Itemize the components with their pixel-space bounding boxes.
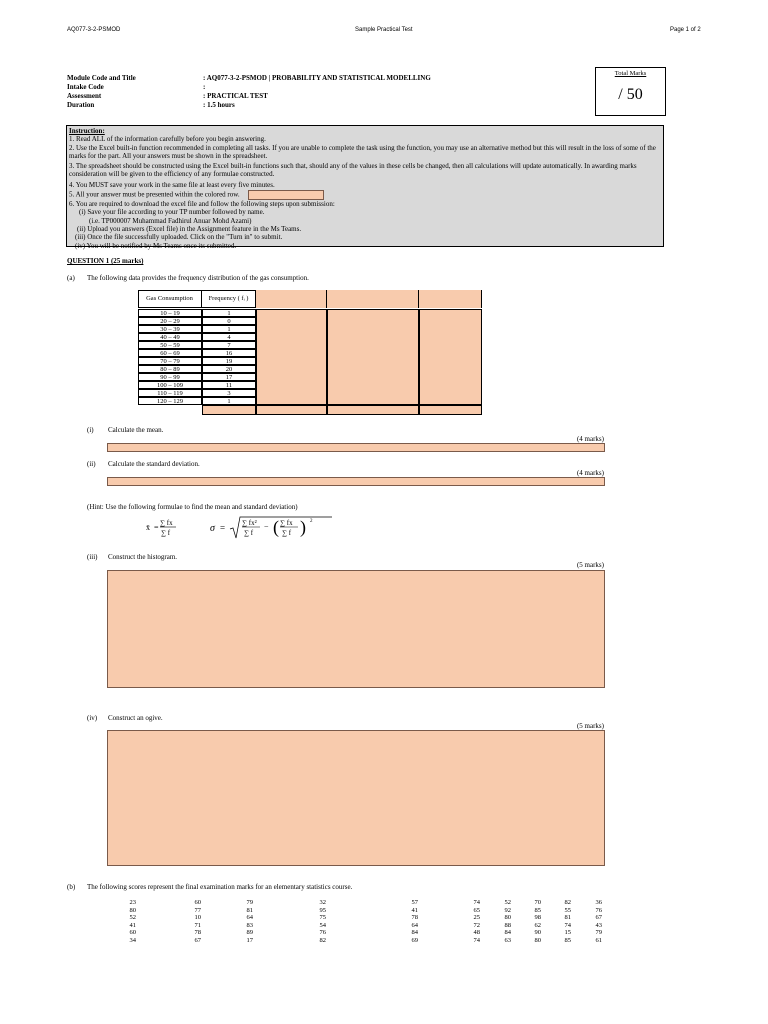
score-cell: 89	[246, 929, 253, 937]
svg-text:): )	[300, 517, 306, 537]
score-cell: 34	[129, 937, 136, 944]
instruction-item-6: 6. You are required to download the excel file and follow the following steps upon submission:	[69, 199, 335, 208]
total-marks-label: Total Marks	[614, 70, 647, 77]
score-cell: 92	[504, 906, 511, 914]
part-iii-marks: (5 marks)	[576, 561, 604, 569]
svg-text:∑ f: ∑ f	[244, 529, 254, 537]
svg-text:(: (	[273, 517, 279, 537]
score-cell: 78	[194, 929, 201, 937]
score-cell: 79	[595, 929, 602, 937]
frequency-table-area	[138, 290, 482, 419]
score-cell: 64	[246, 914, 253, 922]
meta-label-module: Module Code and Title	[67, 74, 136, 82]
svg-text:x̄: x̄	[146, 523, 150, 532]
question-1-title: QUESTION 1 (25 marks)	[67, 257, 144, 265]
answer-standard-deviation[interactable]	[107, 477, 605, 486]
part-ii-marks: (4 marks)	[576, 469, 604, 477]
cell-frequency: 1	[202, 325, 256, 333]
cell-class: 80 – 89	[138, 365, 202, 373]
cell-class: 70 – 79	[138, 357, 202, 365]
part-ii-text: Calculate the standard deviation.	[108, 460, 200, 468]
answer-mean[interactable]	[107, 443, 605, 452]
meta-value-duration: : 1.5 hours	[203, 101, 235, 109]
header-gas-consumption: Gas Consumption	[138, 290, 202, 308]
cell-frequency: 17	[202, 373, 256, 381]
header-frequency: Frequency ( fᵢ )	[202, 290, 256, 308]
doc-code: AQ077-3-2-PSMOD	[67, 27, 121, 33]
score-cell: 52	[129, 914, 136, 922]
score-cell: 74	[473, 937, 480, 944]
cell-class: 110 – 119	[138, 389, 202, 397]
instruction-item-4: 4. You MUST save your work in the same file at least every five minutes.	[69, 181, 275, 190]
score-cell: 60	[194, 899, 201, 906]
meta-label-duration: Duration	[67, 101, 95, 109]
answer-header-cell-1[interactable]	[256, 290, 327, 308]
score-cell: 83	[246, 921, 253, 929]
score-cell: 57	[411, 899, 418, 906]
total-marks-box	[595, 67, 666, 116]
answer-header-cell-2[interactable]	[327, 290, 419, 308]
score-cell: 23	[129, 899, 136, 906]
score-cell: 84	[411, 929, 418, 937]
instruction-sub-4: (iv) You will be notified by Ms Teams once its submitted.	[75, 241, 237, 250]
score-cell: 17	[246, 937, 253, 944]
answer-column-2[interactable]	[327, 309, 419, 405]
cell-class: 120 – 129	[138, 397, 202, 405]
svg-text:∑ f: ∑ f	[161, 529, 171, 537]
cell-class: 30 – 39	[138, 325, 202, 333]
score-cell: 80	[129, 906, 136, 914]
score-cell: 79	[246, 899, 253, 906]
svg-text:2: 2	[310, 519, 313, 524]
answer-total-2[interactable]	[327, 405, 419, 415]
answer-column-1[interactable]	[256, 309, 327, 405]
part-i-label: (i)	[87, 426, 94, 434]
score-cell: 15	[564, 929, 571, 937]
answer-header-cell-3[interactable]	[419, 290, 482, 308]
cell-class: 40 – 49	[138, 333, 202, 341]
part-iii-text: Construct the histogram.	[108, 553, 178, 561]
score-cell: 81	[564, 914, 571, 922]
score-cell: 82	[319, 937, 326, 944]
meta-label-assessment: Assessment	[67, 92, 102, 100]
score-cell: 84	[504, 929, 511, 937]
part-a-text: The following data provides the frequency distribution of the gas consumption.	[87, 274, 309, 282]
score-cell: 75	[319, 914, 326, 922]
part-a-label: (a)	[67, 274, 75, 282]
svg-text:∑ fx: ∑ fx	[160, 519, 173, 527]
answer-total-1[interactable]	[256, 405, 327, 415]
instruction-box	[66, 125, 664, 250]
part-b-text: The following scores represent the final examination marks for an elementary statistics course.	[87, 883, 353, 891]
part-iv-text: Construct an ogive.	[108, 714, 163, 722]
svg-text:=: =	[220, 523, 226, 533]
svg-text:∑ fx²: ∑ fx²	[242, 519, 257, 527]
answer-column-3[interactable]	[419, 309, 482, 405]
instruction-item-2: 2. Use the Excel built-in function recommended in completing all tasks. If you are unable to complete the task using the function, you may use an alternative method but this will result in the loss of some of the marks for the part. All your answers must be shown in the spreadsheet.	[69, 143, 656, 161]
instruction-sub-3: (iii) Once the file successfully uploaded. Click on the "Turn in" to submit.	[75, 233, 283, 242]
score-cell: 43	[595, 921, 602, 929]
svg-text:−: −	[264, 522, 269, 531]
instruction-sub-1: (i) Save your file according to your TP number followed by name.	[79, 208, 265, 217]
score-cell: 88	[504, 921, 511, 929]
part-iii-label: (iii)	[87, 553, 98, 561]
score-cell: 74	[564, 921, 571, 929]
part-ii-label: (ii)	[87, 460, 96, 468]
score-cell: 52	[504, 899, 511, 906]
score-cell: 80	[504, 914, 511, 922]
color-legend-swatch	[248, 190, 324, 200]
svg-text:∑ f: ∑ f	[282, 529, 292, 537]
score-cell: 67	[595, 914, 602, 922]
cell-class: 100 – 109	[138, 381, 202, 389]
score-cell: 72	[473, 921, 480, 929]
score-cell: 98	[534, 914, 541, 922]
cell-frequency: 1	[202, 397, 256, 405]
cell-frequency: 4	[202, 333, 256, 341]
meta-value-intake: :	[203, 83, 206, 91]
instruction-item-1: 1. Read ALL of the information carefully before you begin answering.	[69, 135, 266, 144]
svg-text:σ: σ	[210, 523, 215, 534]
cell-class: 50 – 59	[138, 341, 202, 349]
cell-frequency: 16	[202, 349, 256, 357]
score-cell: 78	[411, 914, 418, 922]
score-cell: 54	[319, 921, 326, 929]
score-cell: 69	[411, 937, 418, 944]
score-cell: 76	[319, 929, 326, 937]
cell-class: 60 – 69	[138, 349, 202, 357]
sd-formula-glyph	[210, 517, 332, 538]
answer-ogive-area[interactable]	[107, 730, 605, 866]
score-cell: 95	[319, 906, 326, 914]
page-number: Page 1 of 2	[670, 27, 701, 33]
score-cell: 10	[194, 914, 201, 922]
meta-value-module: : AQ077-3-2-PSMOD | PROBABILITY AND STATISTICAL MODELLING	[203, 74, 431, 82]
score-cell: 74	[473, 899, 480, 906]
answer-total-frequency[interactable]	[202, 405, 256, 415]
instruction-title: Instruction:	[69, 127, 105, 135]
answer-histogram-area[interactable]	[107, 570, 605, 688]
instruction-sub-1-example: (i.e. TP000007 Muhammad Fadhirul Anuar Mohd Azami)	[89, 216, 252, 225]
part-i-text: Calculate the mean.	[108, 426, 164, 434]
cell-frequency: 0	[202, 317, 256, 325]
cell-class: 10 – 19	[138, 309, 202, 317]
score-cell: 77	[194, 906, 201, 914]
score-cell: 62	[534, 921, 541, 929]
score-cell: 85	[564, 937, 571, 944]
svg-text:=: =	[154, 523, 159, 532]
part-i-marks: (4 marks)	[576, 435, 604, 443]
doc-title: Sample Practical Test	[355, 27, 413, 33]
score-cell: 55	[564, 906, 571, 914]
score-cell: 61	[595, 937, 602, 944]
part-b-label: (b)	[67, 883, 76, 891]
cell-frequency: 20	[202, 365, 256, 373]
formula-image	[144, 514, 344, 544]
score-cell: 82	[564, 899, 571, 906]
score-cell: 63	[504, 937, 511, 944]
score-cell: 81	[246, 906, 253, 914]
cell-class: 90 – 99	[138, 373, 202, 381]
score-cell: 65	[473, 906, 480, 914]
score-cell: 25	[473, 914, 480, 922]
meta-value-assessment: : PRACTICAL TEST	[203, 92, 268, 100]
instruction-item-3: 3. The spreadsheet should be constructed using the Excel built-in functions such that, should any of the values in these cells be changed, then all calculations will update automatically. In awarding marks consideration will be given to the efficiency of any formulae constructed.	[69, 161, 637, 179]
total-marks-value: / 50	[618, 86, 643, 103]
scores-grid	[0, 899, 768, 959]
score-cell: 60	[129, 929, 136, 937]
cell-class: 20 – 29	[138, 317, 202, 325]
cell-frequency: 3	[202, 389, 256, 397]
meta-labels	[67, 74, 136, 110]
score-cell: 80	[534, 937, 541, 944]
cell-frequency: 7	[202, 341, 256, 349]
score-cell: 90	[534, 929, 541, 937]
meta-values	[203, 74, 431, 110]
score-cell: 36	[595, 899, 602, 906]
cell-frequency: 1	[202, 309, 256, 317]
part-iv-label: (iv)	[87, 714, 98, 722]
score-cell: 67	[194, 937, 201, 944]
score-cell: 64	[411, 921, 418, 929]
part-iv-marks: (5 marks)	[576, 722, 604, 730]
score-cell: 41	[129, 921, 136, 929]
score-cell: 41	[411, 906, 418, 914]
score-cell: 76	[595, 906, 602, 914]
score-cell: 70	[534, 899, 541, 906]
score-cell: 48	[473, 929, 480, 937]
cell-frequency: 11	[202, 381, 256, 389]
score-cell: 85	[534, 906, 541, 914]
instruction-item-5: 5. All your answer must be presented within the colored row.	[69, 190, 661, 200]
hint-text: (Hint: Use the following formulae to find the mean and standard deviation)	[87, 503, 298, 511]
score-cell: 32	[319, 899, 326, 906]
instruction-sub-2: (ii) Upload you answers (Excel file) in the Assignment feature in the Ms Teams.	[77, 225, 302, 234]
answer-total-3[interactable]	[419, 405, 482, 415]
mean-formula-glyph	[146, 519, 176, 537]
cell-frequency: 19	[202, 357, 256, 365]
meta-label-intake: Intake Code	[67, 83, 104, 91]
svg-text:∑ fx: ∑ fx	[280, 519, 293, 527]
score-cell: 71	[194, 921, 201, 929]
